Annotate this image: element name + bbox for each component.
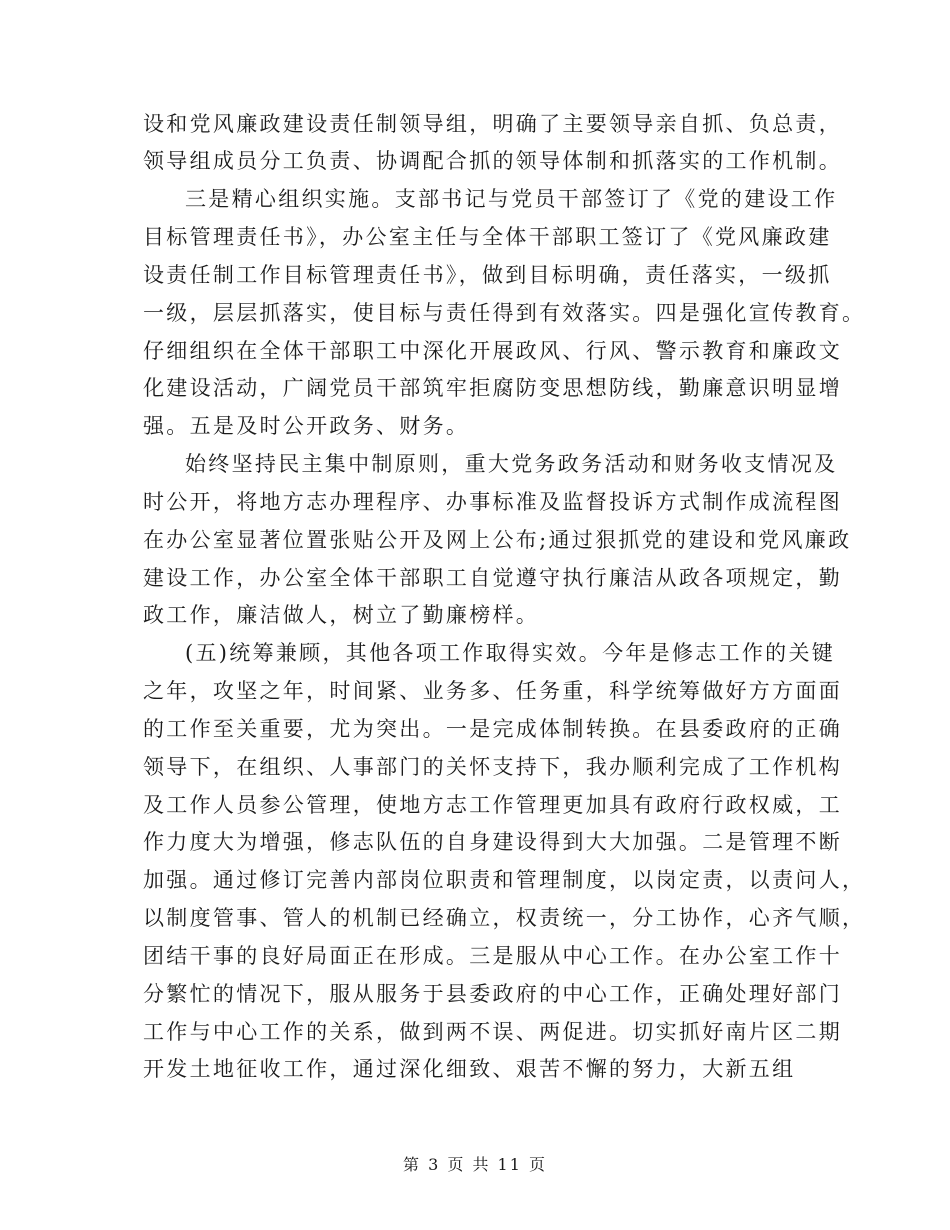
text-line: 开发土地征收工作，通过深化细致、艰苦不懈的努力，大新五组 — [143, 1057, 796, 1081]
text-line: 的工作至关重要，尤为突出。一是完成体制转换。在县委政府的正确 — [143, 717, 842, 741]
text-line: 一级，层层抓落实，使目标与责任得到有效落实。四是强化宣传教育。 — [143, 301, 866, 325]
text-line: 工作与中心工作的关系，做到两不误、两促进。切实抓好南片区二期 — [143, 1020, 842, 1044]
text-line: 领导组成员分工负责、协调配合抓的领导体制和抓落实的工作机制。 — [143, 149, 842, 173]
text-line: 及工作人员参公管理，使地方志工作管理更加具有政府行政权威，工 — [143, 793, 842, 817]
text-line: 三是精心组织实施。支部书记与党员干部签订了《党的建设工作 — [185, 187, 838, 211]
text-line: 仔细组织在全体干部职工中深化开展政风、行风、警示教育和廉政文 — [143, 339, 842, 363]
text-line: 设责任制工作目标管理责任书》，做到目标明确，责任落实，一级抓 — [143, 263, 832, 287]
text-line: 化建设活动，广阔党员干部筑牢拒腐防变思想防线，勤廉意识明显增 — [143, 376, 842, 400]
text-line: 之年，攻坚之年，时间紧、业务多、任务重，科学统筹做好方方面面 — [143, 679, 842, 703]
page-number-footer: 第 3 页 共 11 页 — [403, 1155, 547, 1174]
text-line: 在办公室显著位置张贴公开及网上公布;通过狠抓党的建设和党风廉政 — [143, 528, 852, 552]
text-line: 领导下，在组织、人事部门的关怀支持下，我办顺利完成了工作机构 — [143, 755, 842, 779]
text-line: 设和党风廉政建设责任制领导组，明确了主要领导亲自抓、负总责， — [143, 112, 842, 136]
text-line: 分繁忙的情况下，服从服务于县委政府的中心工作，正确处理好部门 — [143, 982, 842, 1006]
text-line: 始终坚持民主集中制原则，重大党务政务活动和财务收支情况及 — [185, 452, 838, 476]
text-line: 加强。通过修订完善内部岗位职责和管理制度，以岗定责，以责问人， — [143, 868, 866, 892]
text-line: 政工作，廉洁做人，树立了勤廉榜样。 — [143, 603, 540, 627]
text-line: 目标管理责任书》，办公室主任与全体干部职工签订了《党风廉政建 — [143, 225, 832, 249]
text-line: 建设工作，办公室全体干部职工自觉遵守执行廉洁从政各项规定，勤 — [143, 566, 842, 590]
text-line: 以制度管事、管人的机制已经确立，权责统一，分工协作，心齐气顺， — [143, 906, 866, 930]
text-line: (五)统筹兼顾，其他各项工作取得实效。今年是修志工作的关键 — [185, 641, 836, 665]
text-line: 强。五是及时公开政务、财务。 — [143, 414, 470, 438]
text-line: 作力度大为增强，修志队伍的自身建设得到大大加强。二是管理不断 — [143, 830, 842, 854]
text-line: 团结干事的良好局面正在形成。三是服从中心工作。在办公室工作十 — [143, 944, 842, 968]
text-line: 时公开，将地方志办理程序、办事标准及监督投诉方式制作成流程图 — [143, 490, 842, 514]
